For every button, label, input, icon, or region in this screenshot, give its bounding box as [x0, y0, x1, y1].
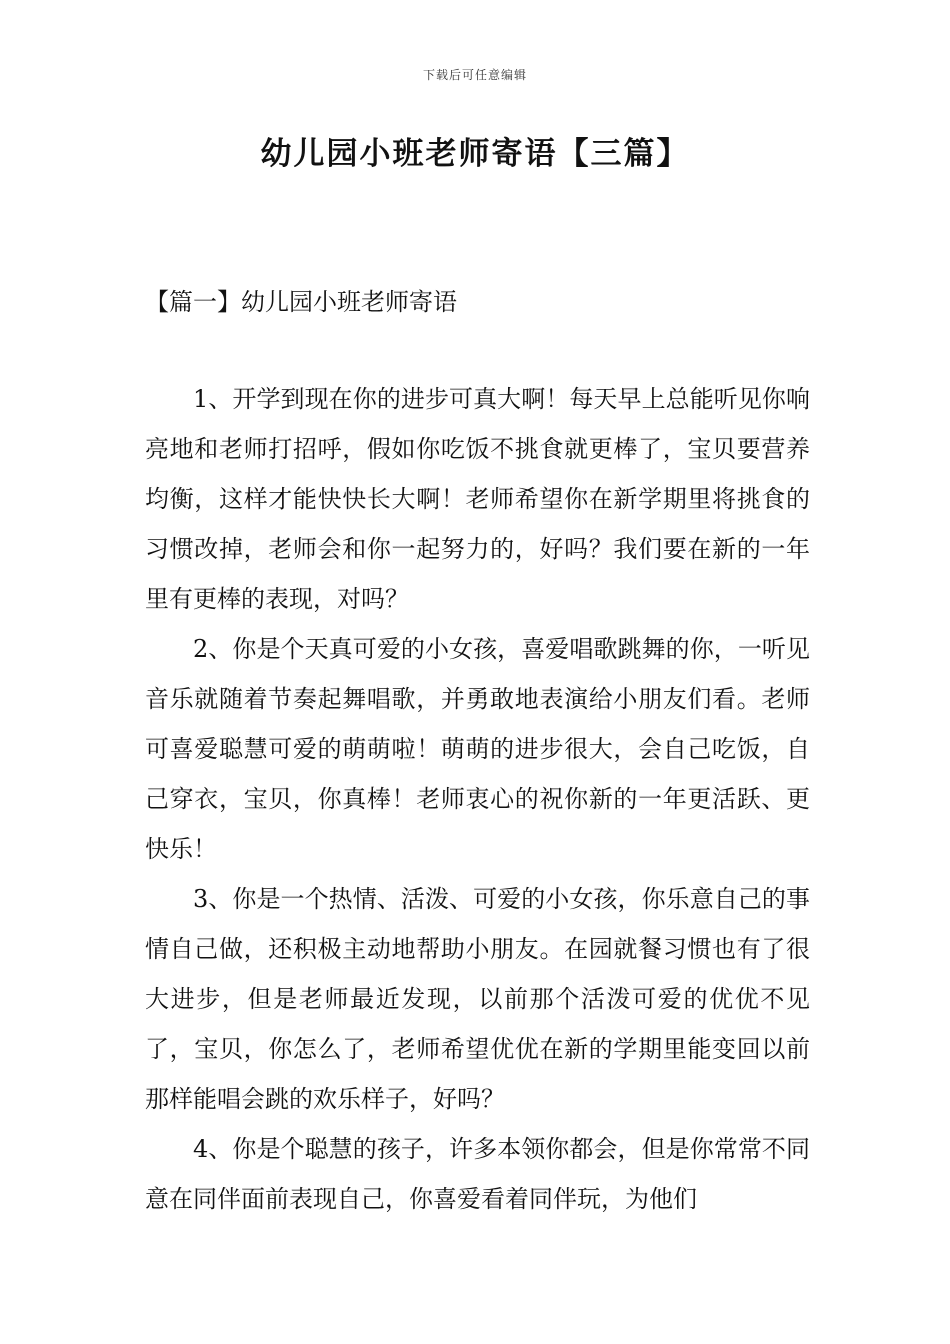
header-note: 下载后可任意编辑	[422, 68, 527, 82]
section-heading: 【篇一】幼儿园小班老师寄语	[145, 288, 457, 316]
paragraph-4: 4、你是个聪慧的孩子，许多本领你都会，但是你常常不同意在同伴面前表现自己，你喜爱看着同伴玩，为他们	[145, 1135, 810, 1213]
paragraph-3: 3、你是一个热情、活泼、可爱的小女孩，你乐意自己的事情自己做，还积极主动地帮助小朋友。在园就餐习惯也有了很大进步，但是老师最近发现，以前那个活泼可爱的优优不见了，宝贝，你怎么了，老师希望优优在新的学期里能变回以前那样能唱会跳的欢乐样子，好吗？	[145, 885, 810, 1113]
paragraph-2: 2、你是个天真可爱的小女孩，喜爱唱歌跳舞的你，一听见音乐就随着节奏起舞唱歌，并勇敢地表演给小朋友们看。老师可喜爱聪慧可爱的萌萌啦！萌萌的进步很大，会自己吃饭，自己穿衣，宝贝，你真棒！老师衷心的祝你新的一年更活跃、更快乐！	[145, 635, 810, 863]
document-title: 幼儿园小班老师寄语【三篇】	[260, 136, 690, 172]
paragraph-1: 1、开学到现在你的进步可真大啊！每天早上总能听见你响亮地和老师打招呼，假如你吃饭不挑食就更棒了，宝贝要营养均衡，这样才能快快长大啊！老师希望你在新学期里将挑食的习惯改掉，老师会和你一起努力的，好吗？我们要在新的一年里有更棒的表现，对吗？	[145, 385, 810, 613]
body-text	[145, 374, 810, 1224]
